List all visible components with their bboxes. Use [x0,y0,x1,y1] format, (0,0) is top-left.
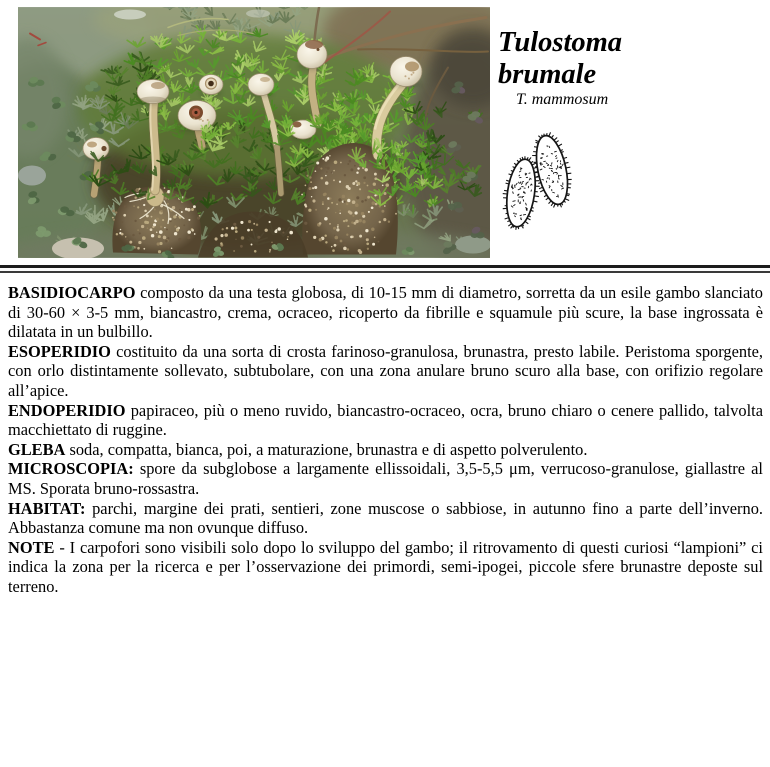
section-endoperidio [8,401,763,440]
section-label: NOTE [8,537,55,557]
section-text: spore da subglobose a largamente ellissoidali, 3,5-5,5 μm, verrucoso-granulose, giallastre al MS. Sporata bruno-rossastra. [8,459,763,498]
species-photo [18,7,490,258]
mushroom-photo-illustration [18,7,490,258]
section-text: costituito da una sorta di crosta farinoso-granulosa, brunastra, presto labile. Peristoma sporgente, con orlo distintamente sollevato, subtubolare, con una zona anulare bruno scuro alla base, con orifizio regolare all’apice. [8,341,763,400]
section-esoperidio [8,342,763,401]
section-label: HABITAT: [8,498,86,518]
section-label: ENDOPERIDIO [8,400,126,420]
title-species: brumale [498,59,597,91]
divider-rule [0,265,770,273]
section-text: papiraceo, più o meno ruvido, biancastro-ocraceo, ocra, bruno chiaro o cenere pallido, talvolta macchiettato di ruggine. [8,400,763,440]
synonym-label: T. mammosum [516,91,609,108]
section-gleba [8,440,763,460]
section-text: parchi, margine dei prati, sentieri, zone muscose o sabbiose, in autunno fino a parte dell’inverno. Abbastanza comune ma non ovunque diffuso. [8,498,763,538]
section-label: BASIDIOCARPO [8,283,136,302]
section-microscopia [8,459,763,498]
section-note [8,538,763,597]
section-text: - I carpofori sono visibili solo dopo lo sviluppo del gambo; il ritrovamento di questi curiosi “lampioni” ci indica la zona per la ricerca e per l’osservazione dei primordi, semi-ipogei, piccole sfere brunastre deposte sul terreno. [8,537,763,596]
section-basidiocarpo [8,283,763,342]
section-habitat [8,499,763,538]
description-body [8,283,763,597]
title-genus: Tulostoma [498,27,623,59]
spore-illustration [495,130,580,242]
section-text: soda, compatta, bianca, poi, a maturazione, brunastra e di aspetto polverulento. [65,439,588,459]
section-label: GLEBA [8,439,66,459]
section-text: composto da una testa globosa, di 10-15 mm di diametro, sorretta da un esile gambo slanciato di 30-60 × 3-5 mm, biancastro, crema, ocraceo, ricoperto da fibrille e squamule più scure, la base ingrossata è dilatata in un bulbillo. [8,283,763,342]
spore-drawing-icon [495,130,580,242]
section-label: ESOPERIDIO [8,341,111,361]
page-title [498,27,622,91]
section-label: MICROSCOPIA: [8,459,134,479]
